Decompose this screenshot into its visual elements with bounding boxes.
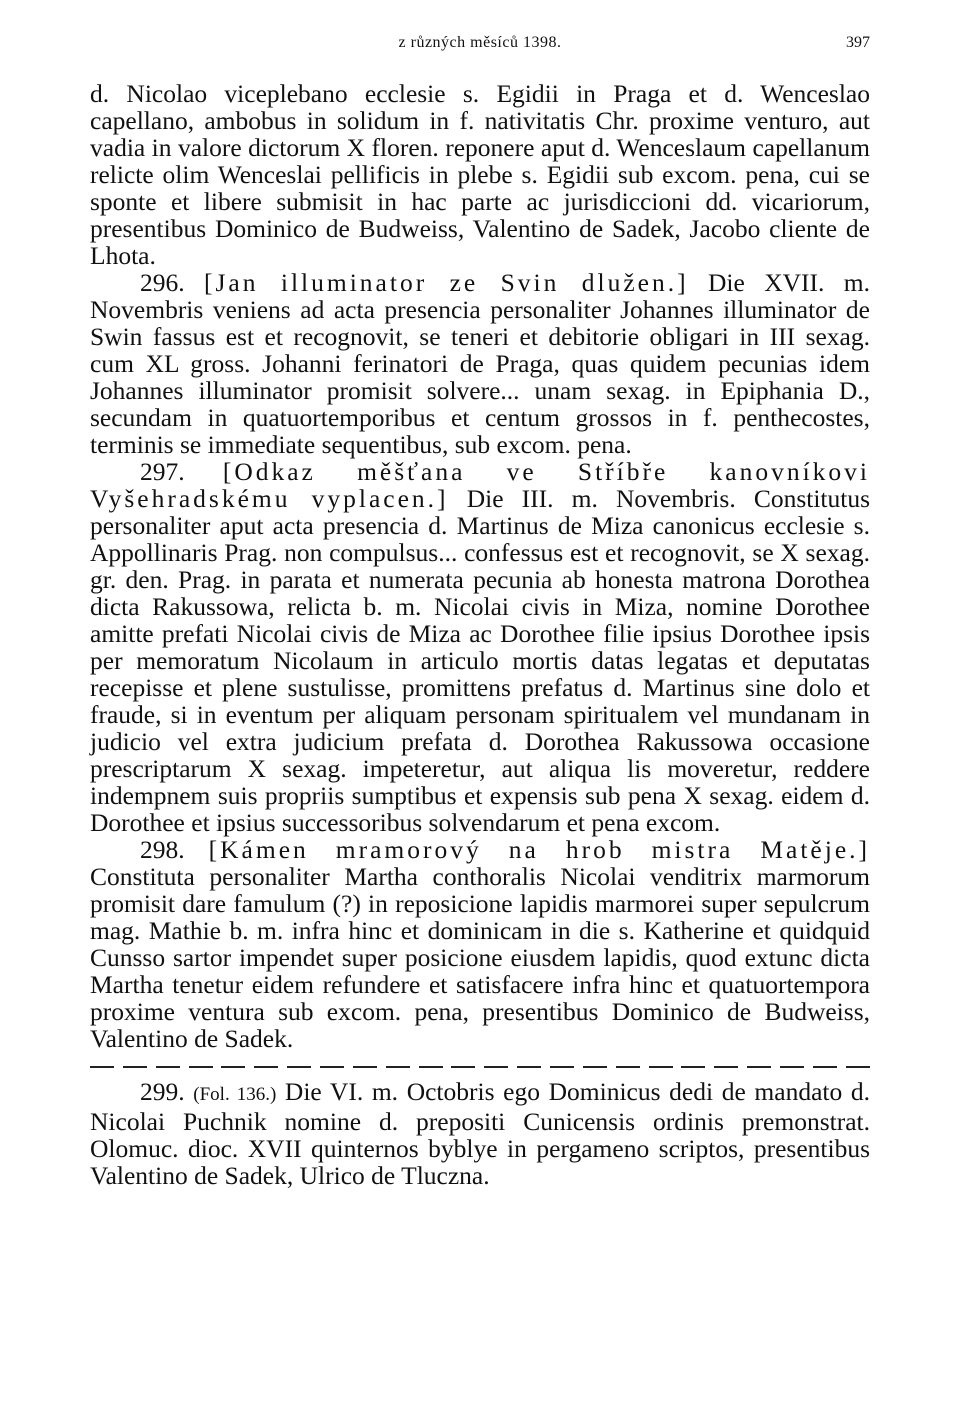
paragraph-continuation [90,80,870,269]
entry-text: Constituta personaliter Martha conthoralis Nicolai venditrix marmorum promisit dare famulum (?) in reposicione lapidis marmorei super sepulcrum mag. Mathie b. m. infra hinc et dominicam in die s. Katherine et quidquid Cunsso sartor impendet super posicione eiusdem lapidis, quod extunc dicta Martha tenetur eidem refundere et satisfacere infra hinc et quatuortempora proxime ventura sub excom. pena, presentibus Dominico de Budweiss, Valentino de Sadek. [90,862,870,1053]
section-divider [90,1066,870,1068]
entry-text: Die XVII. m. Novembris veniens ad acta presencia personaliter Johannes illuminator de Swin fassus est et recognovit, se teneri et debitorie obligari in III sexag. cum XL gross. Johanni ferinatori de Praga, quas quidem pecunias idem Johannes illuminator promisit solvere... unam sexag. in Epiphania D., secundam in quatuortemporibus et centum grossos in f. penthecostes, terminis se immediate sequentibus, sub excom. pena. [90,268,871,459]
book-page [90,30,870,1189]
entry-number: 297. [140,457,185,486]
page-number: 397 [846,34,870,51]
entry-number: 296. [140,268,185,297]
entry-298 [90,836,870,1052]
running-title: z různých měsíců 1398. [398,34,562,51]
entry-text: Die III. m. Novembris. Constitutus personaliter aput acta presencia d. Martinus de Miza canonicus ecclesie s. Appollinaris Prag. non compulsus... confessus est et recognovit, se X sexag. gr. den. Prag. in parata et numerata pecunia ab honesta matrona Dorothea dicta Rakussowa, relicta b. m. Nicolai civis in Miza, nomine Dorothee amitte prefati Nicolai civis de Miza ac Dorothee filie ipsius Dorothee ipsis per memoratum Nicolaum in articulo mortis datas legatas et deputatas recepisse et plene sustulisse, promittens prefatus d. Martinus sine dolo et fraude, si in eventum per aliquam personam spiritualem vel mundanam in judicio vel extra judicium prefata d. Dorothea Rakussowa occasione prescriptarum X sexag. impeteretur, aut aliqua lis moveretur, reddere indempnem suis propriis sumptibus et expensis sub pena X sexag. eidem d. Dorothee et ipsius successoribus solvendarum et pena excom. [90,484,871,837]
entry-number: 298. [140,835,185,864]
entry-296 [90,269,870,458]
folio-reference: (Fol. 136.) [193,1084,277,1105]
entry-text: Die VI. m. Octobris ego Dominicus dedi de mandato d. Nicolai Puchnik nomine d. prepositi Cunicensis ordinis premonstrat. Olomuc. dioc. XVII quinternos byblye in pergameno scriptos, presentibus Valentino de Sadek, Ulrico de Tluczna. [90,1077,870,1190]
entry-299 [90,1078,870,1189]
entry-rubric: [Odkaz měšťana ve Stříbře kanovníkovi Vyšehradskému vyplacen.] [90,457,870,513]
entry-297 [90,458,870,836]
entry-rubric: [Jan illuminator ze Svin dlužen.] [204,268,689,297]
paragraph-text: d. Nicolao viceplebano ecclesie s. Egidii in Praga et d. Wenceslao capellano, ambobus in solidum in f. nativitatis Chr. proxime venturo, aut vadia in valore dictorum X floren. reponere aput d. Wenceslaum capellanum relicte olim Wenceslai pellificis in plebe s. Egidii sub excom. pena, cui se sponte et libere submisit in hac parte ac jurisdiccioni dd. vicariorum, presentibus Dominico de Budweiss, Valentino de Sadek, Jacobo cliente de Lhota. [90,79,870,270]
entry-number: 299. [140,1077,185,1106]
entry-rubric: [Kámen mramorový na hrob mistra Matěje.] [208,835,871,864]
body-text [90,80,870,1189]
running-head [90,30,870,60]
